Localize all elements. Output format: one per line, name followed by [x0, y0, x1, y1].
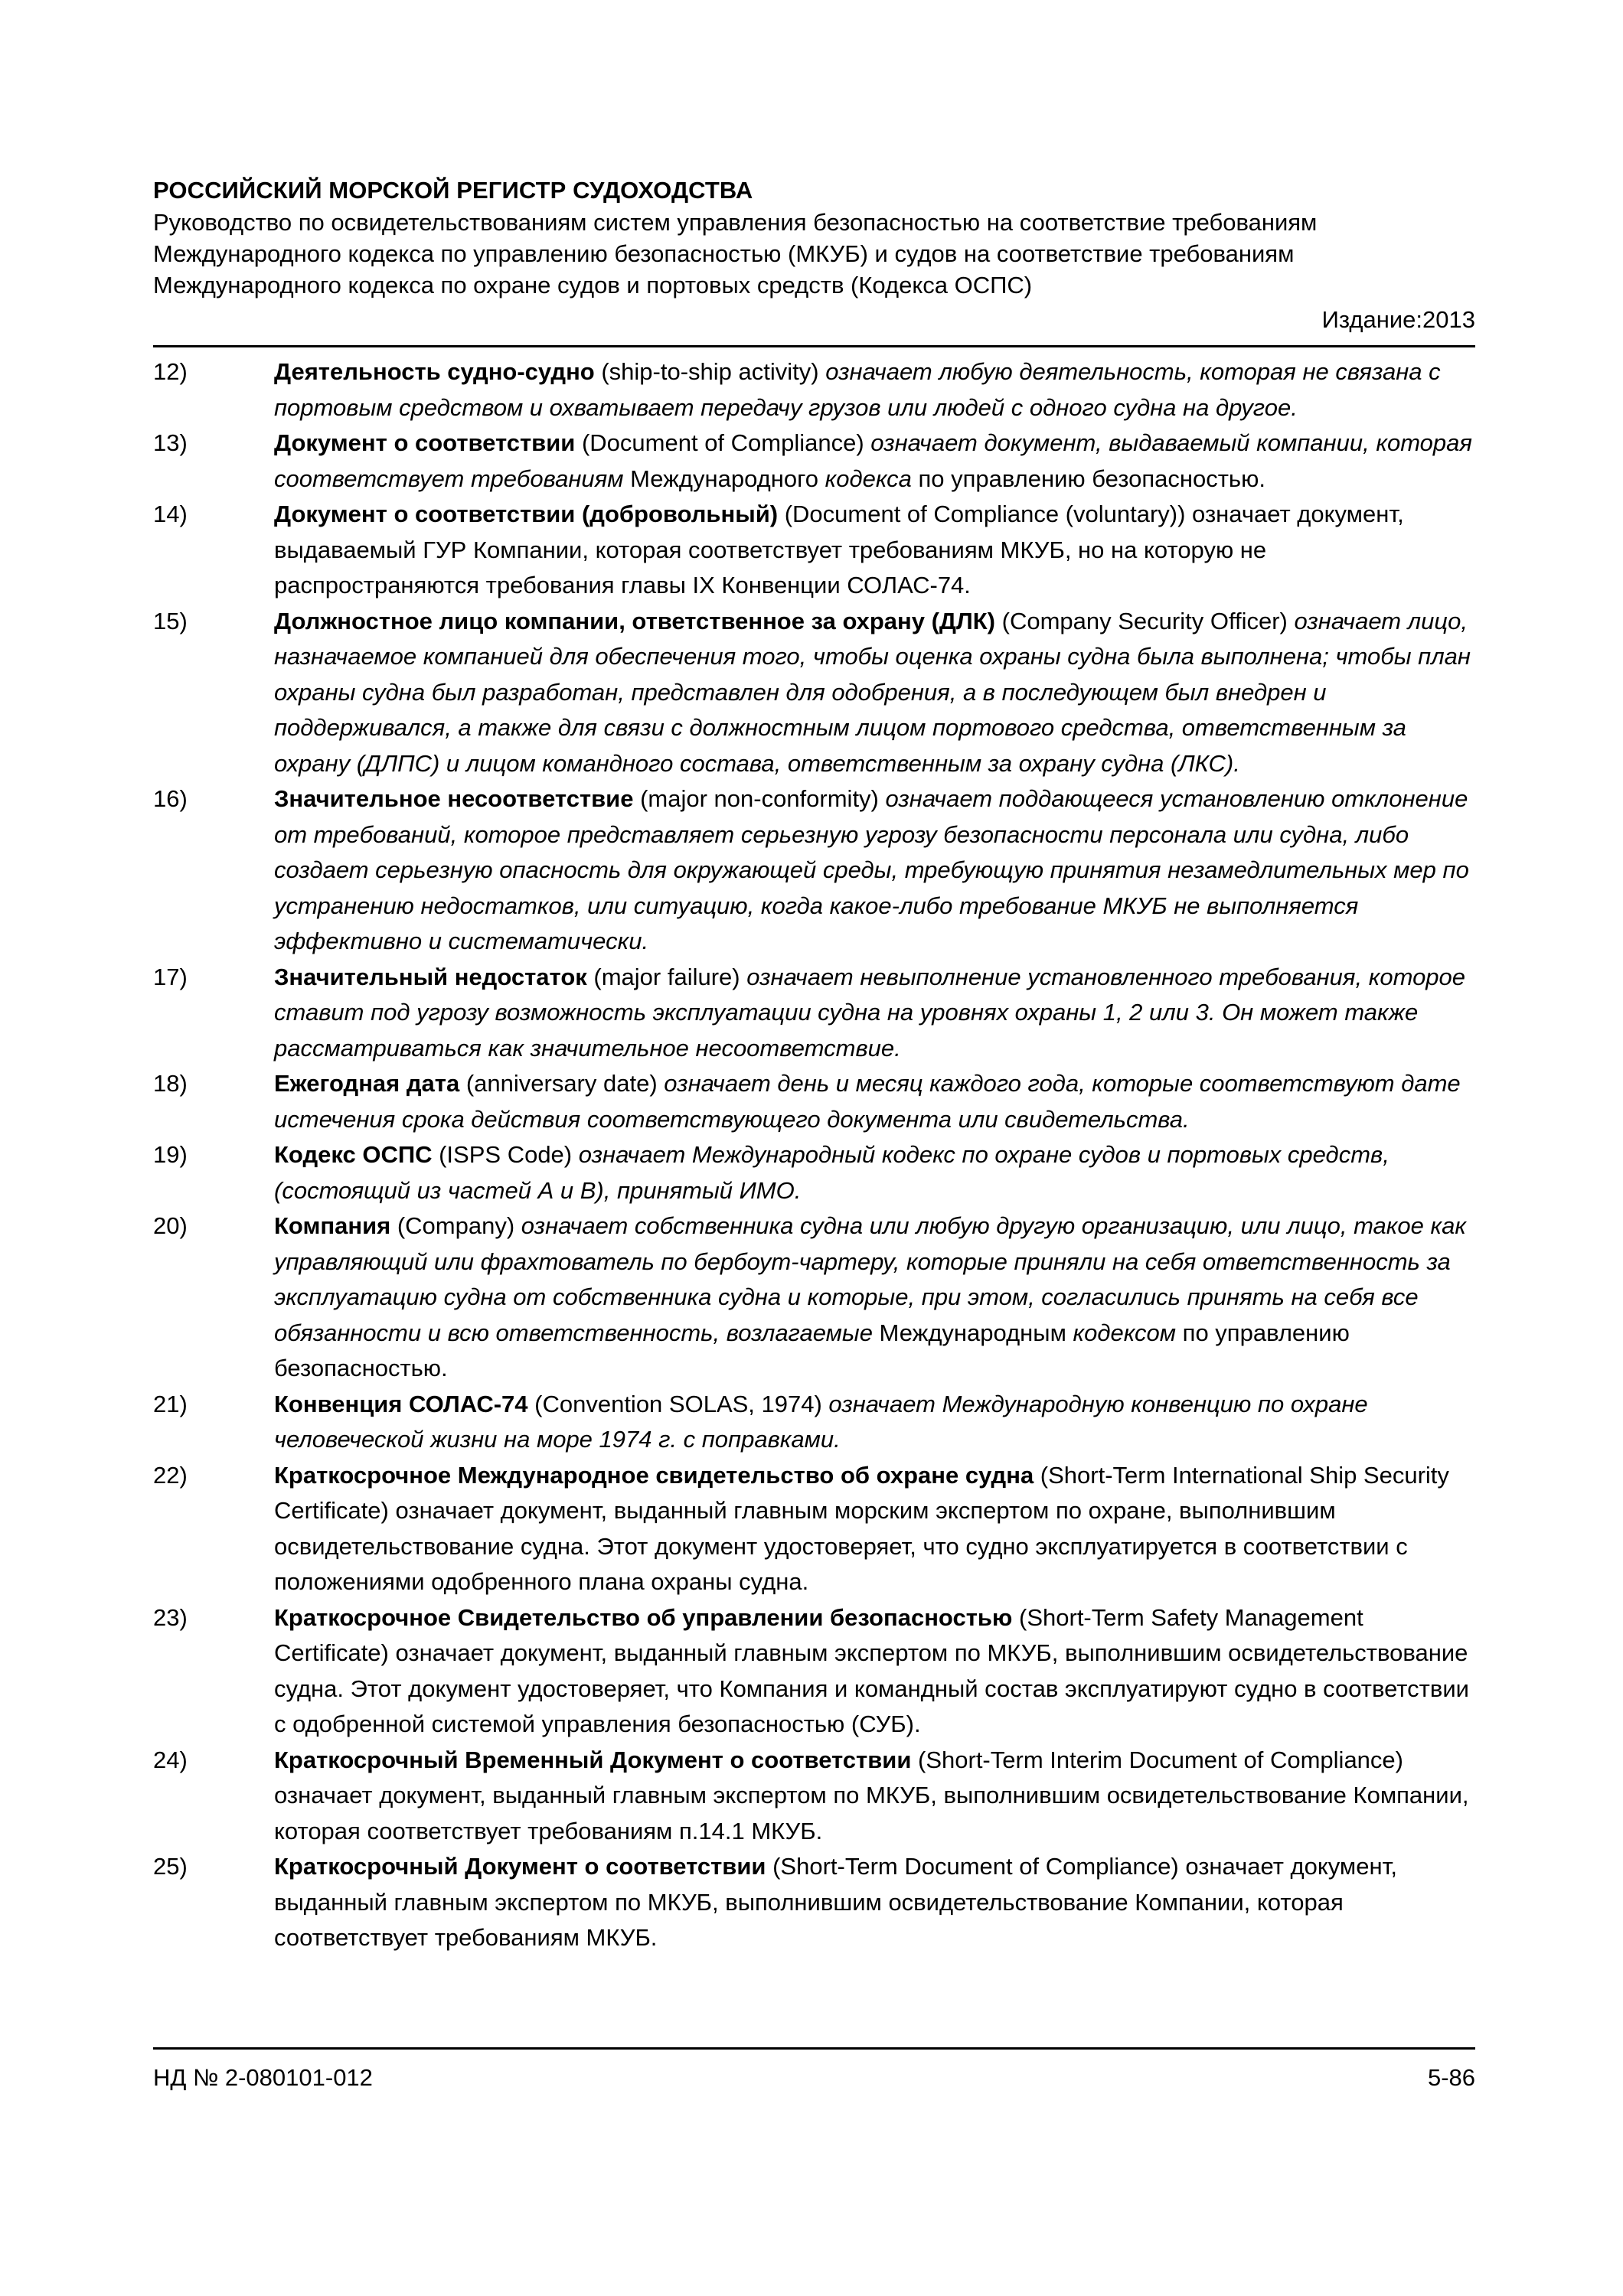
definition-text — [274, 960, 1475, 1067]
definition-text-run: (Company Security Officer) — [995, 607, 1295, 634]
definition-text-run: Краткосрочное Международное свидетельство об охране судна — [274, 1461, 1034, 1489]
definition-number: 23) — [153, 1603, 188, 1631]
definition-number: 20) — [153, 1212, 188, 1239]
definition-text — [274, 1137, 1475, 1208]
definition-item — [153, 1743, 1475, 1850]
header-divider — [153, 345, 1475, 347]
definition-text-run: означает день и месяц каждого года, которые соответствуют дате истечения срока действия соответствующего документа или свидетельства. — [274, 1070, 1461, 1133]
definition-item — [153, 1600, 1475, 1743]
definition-text-run: Краткосрочное Свидетельство об управлении безопасностью — [274, 1603, 1013, 1631]
definition-text-run: Значительный недостаток — [274, 963, 587, 990]
definition-item — [153, 426, 1475, 497]
definition-text-run: (Document of Compliance (voluntary)) означает документ, выдаваемый ГУР Компании, которая соответствует требованиям МКУБ, но на которую не распространяются требования главы IX Конвенции СОЛАС-74. — [274, 501, 1404, 598]
definition-text-run: Документ о соответствии — [274, 429, 576, 456]
definition-text-run: кодекса — [825, 465, 919, 492]
definition-number: 13) — [153, 429, 188, 456]
definition-number: 12) — [153, 358, 188, 385]
definition-text-run: Деятельность судно-судно — [274, 358, 595, 385]
definition-item — [153, 1208, 1475, 1387]
definition-text-run: (Document of Compliance) — [575, 429, 871, 456]
definition-text — [274, 1387, 1475, 1458]
definition-item — [153, 1066, 1475, 1137]
definition-text — [274, 604, 1475, 782]
definition-text-run: Значительное несоответствие — [274, 785, 634, 812]
page-footer — [153, 2062, 1475, 2093]
definition-text-run: Международного — [630, 465, 825, 492]
definition-text-run: Должностное лицо компании, ответственное за охрану (ДЛК) — [274, 607, 996, 634]
definition-text-run: (Short-Term Document of Compliance) означает документ, выданный главным экспертом по МКУБ, выполнившим освидетельствование Компании, которая соответствует требованиям МКУБ. — [274, 1853, 1397, 1951]
definition-text-run: Кодекс ОСПС — [274, 1141, 433, 1168]
definition-text-run: означает документ, выдаваемый компании, которая соответствует требованиям — [274, 429, 1472, 492]
definition-text-run: означает собственника судна или любую другую организацию, или лицо, такое как управляющий или фрахтователь по бербоут-чартеру, которые приняли на себя ответственность за эксплуатацию судна от собственника судна и которые, при этом, согласились принять на себя все обязанности и всю ответственность, возлагаемые — [274, 1212, 1467, 1346]
definition-text-run: (major non-conformity) — [633, 785, 886, 812]
definition-text-run: Краткосрочный Временный Документ о соответствии — [274, 1746, 912, 1773]
definition-item — [153, 497, 1475, 604]
definition-text — [274, 1743, 1475, 1850]
definition-text-run: Краткосрочный Документ о соответствии — [274, 1853, 766, 1880]
definition-text-run: Документ о соответствии (добровольный) — [274, 501, 779, 527]
definition-text-run: означает Международный кодекс по охране судов и портовых средств, (состоящий из частей А и В), принятый ИМО. — [274, 1141, 1390, 1204]
definition-number: 21) — [153, 1390, 188, 1417]
definition-text — [274, 1066, 1475, 1137]
definition-text-run: (Convention SOLAS, 1974) — [527, 1390, 829, 1417]
definition-text — [274, 1208, 1475, 1387]
footer-document-number: НД № 2-080101-012 — [153, 2064, 373, 2091]
definition-text-run: Конвенция СОЛАС-74 — [274, 1390, 528, 1417]
definition-text-run: (ship-to-ship activity) — [594, 358, 826, 385]
definition-text-run: означает любую деятельность, которая не связана с портовым средством и охватывает передачу грузов или людей с одного судна на другое. — [274, 358, 1441, 421]
document-subtitle: Руководство по освидетельствованиям систем управления безопасностью на соответствие требованиям Международного кодекса по управлению безопасностью (МКУБ) и судов на соответствие требованиям Международного кодекса по охране судов и портовых средств (Кодекса ОСПС) — [153, 209, 1318, 298]
definition-item — [153, 604, 1475, 782]
definition-text — [274, 1600, 1475, 1743]
definition-text-run: Ежегодная дата — [274, 1070, 460, 1097]
definition-text-run: (major failure) — [586, 963, 747, 990]
organization-title: РОССИЙСКИЙ МОРСКОЙ РЕГИСТР СУДОХОДСТВА — [153, 177, 753, 204]
definition-text-run: (Short-Term Safety Management Certificate) означает документ, выданный главным экспертом по МКУБ, выполнившим освидетельствование судна. Этот документ удостоверяет, что Компания и командный состав эксплуатируют судно в соответствии с одобренной системой управления безопасностью (СУБ). — [274, 1603, 1469, 1737]
definition-text-run: (ISPS Code) — [432, 1141, 579, 1168]
definition-item — [153, 1137, 1475, 1208]
definition-text — [274, 497, 1475, 604]
definition-text-run: (Short-Term International Ship Security Certificate) означает документ, выданный главным морским экспертом по охране, выполнившим освидетельствование судна. Этот документ удостоверяет, что судно эксплуатируется в соответствии с положениями одобренного плана охраны судна. — [274, 1461, 1449, 1595]
definitions-list — [153, 354, 1475, 1956]
definition-number: 22) — [153, 1461, 188, 1489]
definition-text-run: кодексом — [1073, 1319, 1183, 1346]
definition-number: 17) — [153, 963, 188, 990]
definition-text-run: означает Международную конвенцию по охране человеческой жизни на море 1974 г. с поправками. — [274, 1390, 1368, 1453]
definition-number: 16) — [153, 785, 188, 812]
definition-text — [274, 1849, 1475, 1956]
definition-text-run: означает поддающееся установлению отклонение от требований, которое представляет серьезную угрозу безопасности персонала или судна, либо создает серьезную опасность для окружающей среды, требующую принятия незамедлительных мер по устранению недостатков, или ситуацию, когда какое-либо требование МКУБ не выполняется эффективно и систематически. — [274, 785, 1469, 954]
definition-number: 24) — [153, 1746, 188, 1773]
definition-text-run: (Short-Term Interim Document of Compliance) означает документ, выданный главным экспертом по МКУБ, выполнившим освидетельствование Компании, которая соответствует требованиям п.14.1 МКУБ. — [274, 1746, 1469, 1844]
definition-item — [153, 781, 1475, 960]
definition-text — [274, 354, 1475, 426]
definition-item — [153, 1387, 1475, 1458]
definition-text — [274, 426, 1475, 497]
definition-text — [274, 781, 1475, 960]
definition-number: 25) — [153, 1853, 188, 1880]
definition-item — [153, 354, 1475, 426]
page-header — [153, 174, 1475, 335]
definition-number: 14) — [153, 501, 188, 527]
definition-number: 18) — [153, 1070, 188, 1097]
footer-divider — [153, 2047, 1475, 2050]
definition-number: 15) — [153, 607, 188, 634]
definition-text-run: Компания — [274, 1212, 391, 1239]
definition-item — [153, 1849, 1475, 1956]
definition-text-run: (anniversary date) — [459, 1070, 665, 1097]
definition-text — [274, 1458, 1475, 1600]
definition-item — [153, 960, 1475, 1067]
definition-number: 19) — [153, 1141, 188, 1168]
edition-label: Издание:2013 — [1321, 306, 1475, 333]
footer-page-number: 5-86 — [1427, 2064, 1475, 2091]
definition-text-run: означает невыполнение установленного требования, которое ставит под угрозу возможность эксплуатации судна на уровнях охраны 1, 2 или 3. Он может также рассматриваться как значительное несоответствие. — [274, 963, 1466, 1062]
definition-text-run: по управлению безопасностью. — [274, 1319, 1350, 1381]
definition-text-run: Международным — [879, 1319, 1073, 1346]
definition-item — [153, 1458, 1475, 1600]
definition-text-run: означает лицо, назначаемое компанией для обеспечения того, чтобы оценка охраны судна была выполнена; чтобы план охраны судна был разработан, представлен для одобрения, а в последующем был внедрен и поддерживался, а также для связи с должностным лицом портового средства, ответственным за охрану (ДЛПС) и лицом командного состава, ответственным за охрану судна (ЛКС). — [274, 607, 1471, 777]
definition-text-run: (Company) — [390, 1212, 521, 1239]
definition-text-run: по управлению безопасностью. — [918, 465, 1265, 492]
